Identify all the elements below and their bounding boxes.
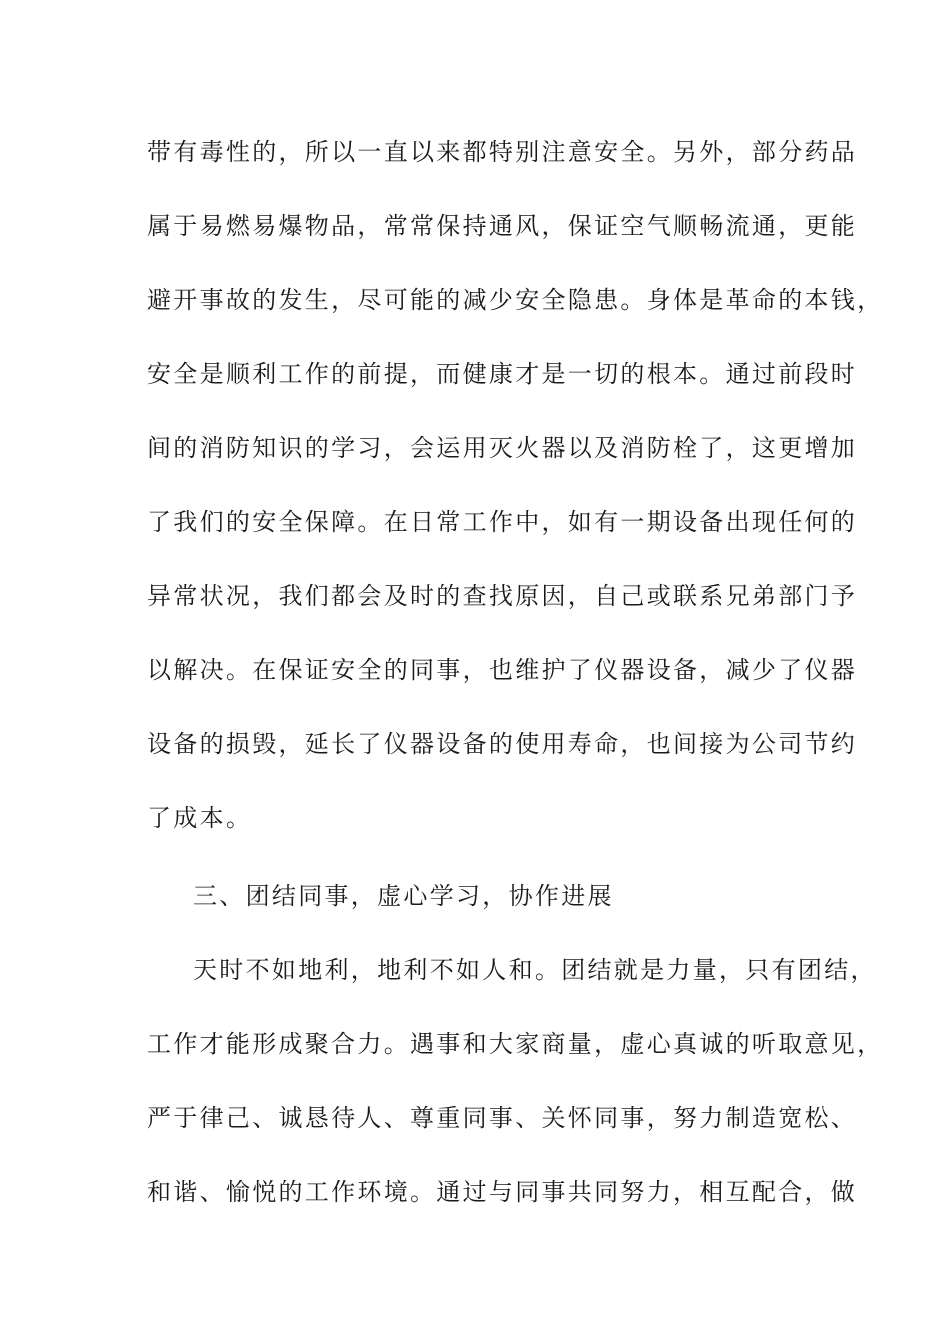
paragraph-line: 严于律己、诚恳待人、尊重同事、关怀同事，努力制造宽松、 xyxy=(147,1104,858,1132)
paragraph-line: 了我们的安全保障。在日常工作中，如有一期设备出现任何的 xyxy=(147,508,858,536)
paragraph-line: 工作才能形成聚合力。遇事和大家商量，虚心真诚的听取意见， xyxy=(147,1030,884,1058)
paragraph-line: 设备的损毁，延长了仪器设备的使用寿命，也间接为公司节约 xyxy=(147,730,858,758)
paragraph-line: 带有毒性的，所以一直以来都特别注意安全。另外，部分药品 xyxy=(147,138,858,166)
paragraph-line: 属于易燃易爆物品，常常保持通风，保证空气顺畅流通，更能 xyxy=(147,212,858,240)
section-heading: 三、团结同事，虚心学习，协作进展 xyxy=(193,882,614,910)
paragraph-line: 天时不如地利，地利不如人和。团结就是力量，只有团结， xyxy=(193,956,877,984)
paragraph-line: 间的消防知识的学习，会运用灭火器以及消防栓了，这更增加 xyxy=(147,434,858,462)
paragraph-line: 安全是顺利工作的前提，而健康才是一切的根本。通过前段时 xyxy=(147,360,858,388)
paragraph-line: 以解决。在保证安全的同事，也维护了仪器设备，减少了仪器 xyxy=(147,656,858,684)
paragraph-line: 避开事故的发生，尽可能的减少安全隐患。身体是革命的本钱， xyxy=(147,286,884,314)
paragraph-line: 和谐、愉悦的工作环境。通过与同事共同努力，相互配合，做 xyxy=(147,1178,858,1206)
paragraph-line: 了成本。 xyxy=(147,804,253,832)
paragraph-line: 异常状况，我们都会及时的查找原因，自己或联系兄弟部门予 xyxy=(147,582,858,610)
